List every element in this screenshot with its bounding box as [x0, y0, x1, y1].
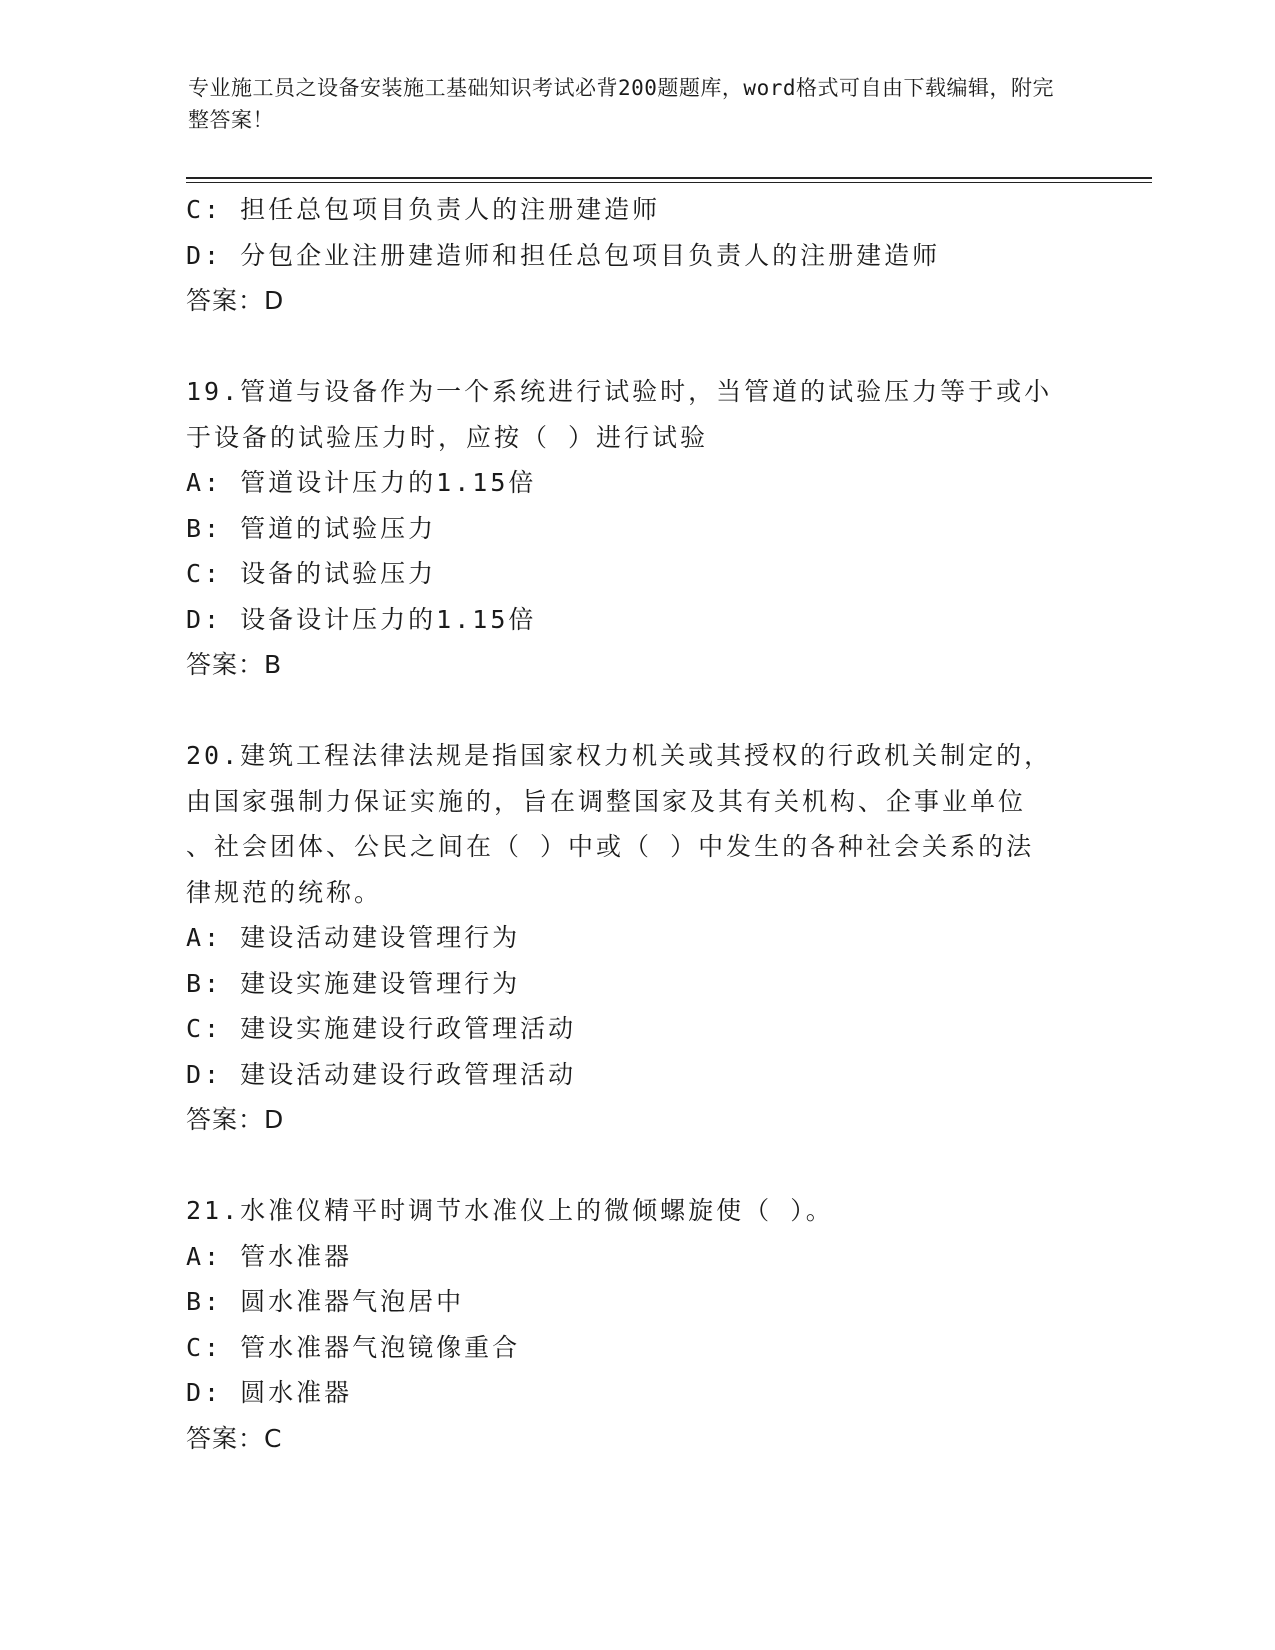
option-a: A: 建设活动建设管理行为	[186, 923, 521, 952]
option-c: C: 建设实施建设行政管理活动	[186, 1014, 577, 1043]
question-block-21	[186, 1188, 1086, 1461]
option-d: D: 分包企业注册建造师和担任总包项目负责人的注册建造师	[186, 240, 941, 270]
option-c: C: 担任总包项目负责人的注册建造师	[186, 195, 661, 224]
option-d: D: 设备设计压力的1.15倍	[186, 604, 537, 634]
question-content	[186, 187, 1086, 1461]
option-b: B: 建设实施建设管理行为	[186, 968, 521, 998]
option-a: A: 管水准器	[186, 1241, 353, 1271]
document-header: 专业施工员之设备安装施工基础知识考试必背200题题库，word格式可自由下载编辑，附完整答案！	[188, 76, 1054, 132]
option-a: A: 管道设计压力的1.15倍	[186, 468, 537, 497]
option-b: B: 圆水准器气泡居中	[186, 1287, 465, 1316]
answer-line: 答案：D	[186, 1105, 285, 1134]
question-block-20	[186, 733, 1086, 1143]
question-text: 由国家强制力保证实施的，旨在调整国家及其有关机构、企事业单位	[186, 786, 1027, 816]
answer-line: 答案：D	[186, 286, 285, 315]
question-block-19	[186, 369, 1086, 688]
option-d: D: 圆水准器	[186, 1378, 353, 1407]
option-c: C: 管水准器气泡镜像重合	[186, 1332, 521, 1362]
question-text: 21.水准仪精平时调节水准仪上的微倾螺旋使（ ）。	[186, 1196, 834, 1225]
question-text: 律规范的统称。	[186, 877, 383, 907]
answer-line: 答案：C	[186, 1423, 283, 1453]
answer-line: 答案：B	[186, 650, 283, 679]
question-text: 、社会团体、公民之间在（ ）中或（ ）中发生的各种社会关系的法	[186, 832, 1035, 861]
option-d: D: 建设活动建设行政管理活动	[186, 1059, 577, 1089]
option-c: C: 设备的试验压力	[186, 559, 437, 588]
option-b: B: 管道的试验压力	[186, 513, 437, 543]
question-text: 于设备的试验压力时，应按（ ）进行试验	[186, 422, 709, 452]
header-divider-thick	[186, 177, 1152, 179]
header-divider-thin	[186, 182, 1152, 183]
prev-question-block	[186, 187, 1086, 324]
question-text: 19.管道与设备作为一个系统进行试验时，当管道的试验压力等于或小	[186, 377, 1053, 406]
question-text: 20.建筑工程法律法规是指国家权力机关或其授权的行政机关制定的，	[186, 741, 1053, 770]
